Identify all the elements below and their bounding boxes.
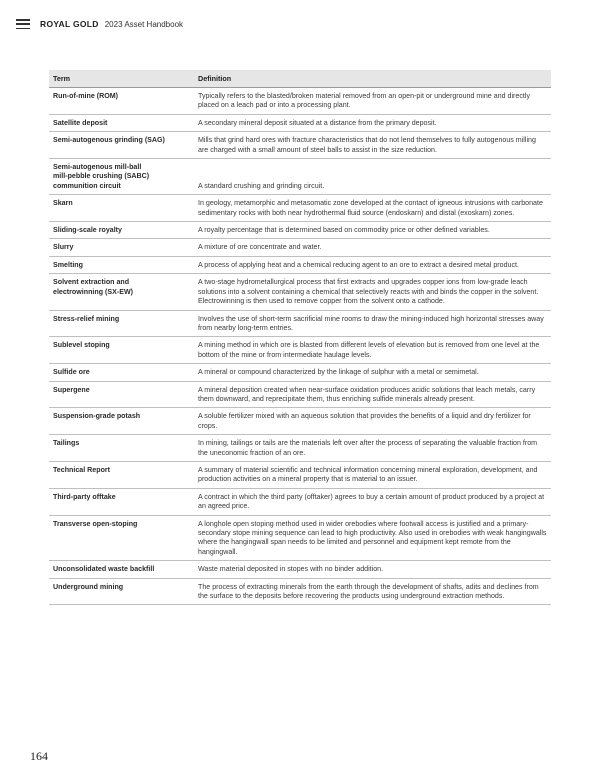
table-row [49, 88, 551, 115]
table-row [49, 257, 551, 274]
definition-cell: A process of applying heat and a chemical reducing agent to an ore to extract a desired metal product. [198, 260, 519, 269]
term-cell: Semi-autogenous grinding (SAG) [53, 136, 165, 145]
definition-cell: A summary of material scientific and technical information concerning mineral exploration, development, and production activities on a mineral property that is material to an issuer. [198, 465, 538, 484]
term-cell: Semi-autogenous mill-ball mill-pebble crushing (SABC) communition circuit [53, 163, 150, 190]
table-header [49, 70, 551, 88]
definition-cell: A mining method in which ore is blasted from different levels of elevation but is removed from one level at the bottom of the mine or from intermediate haulage levels. [198, 341, 540, 359]
term-cell: Smelting [53, 260, 83, 269]
definition-cell: A mineral deposition created when near-surface oxidation produces acidic solutions that leach metals, carry them downward, and reprecipitate them, thus enriching sulfide minerals already present. [198, 385, 536, 403]
definition-cell: A mixture of ore concentrate and water. [198, 243, 322, 252]
definition-cell: A mineral or compound characterized by the linkage of sulphur with a metal or semimetal. [198, 368, 479, 377]
table-row [49, 159, 551, 195]
table-row [49, 435, 551, 462]
brand-name: ROYAL GOLD [40, 19, 99, 29]
column-header-definition: Definition [198, 74, 232, 83]
table-row [49, 274, 551, 310]
table-row [49, 239, 551, 256]
term-cell: Sliding-scale royalty [53, 226, 122, 235]
definition-cell: A secondary mineral deposit situated at a distance from the primary deposit. [198, 118, 437, 127]
term-cell: Slurry [53, 243, 74, 252]
table-row [49, 132, 551, 159]
term-cell: Satellite deposit [53, 118, 108, 127]
table-row [49, 579, 551, 606]
table-body [49, 88, 551, 605]
table-row [49, 408, 551, 435]
table-row [49, 115, 551, 132]
term-cell: Technical Report [53, 465, 111, 474]
definition-cell: Waste material deposited in stopes with no binder addition. [198, 565, 384, 574]
definition-cell: Involves the use of short-term sacrificial mine rooms to draw the mining-induced high horizontal stresses away from nearby long-term entries. [198, 314, 544, 332]
definition-cell: A two-stage hydrometallurgical process that first extracts and upgrades copper ions from low-grade leach solutions into a solvent containing a chemical that selectively reacts with and binds the copper in the solvent. Electrowinning is then used to remove copper from the solvent onto a cathode. [198, 278, 539, 306]
term-cell: Sulfide ore [53, 368, 90, 377]
table-row [49, 311, 551, 338]
page-number: 164 [30, 749, 48, 763]
document-title: 2023 Asset Handbook [104, 19, 184, 29]
table-row [49, 489, 551, 516]
table-row [49, 382, 551, 409]
term-cell: Unconsolidated waste backfill [53, 565, 155, 574]
table-row [49, 195, 551, 222]
table-row [49, 222, 551, 239]
definition-cell: Typically refers to the blasted/broken material removed from an open-pit or underground mine and directly placed on a leach pad or into a processing plant. [198, 92, 530, 110]
table-row [49, 516, 551, 562]
definition-cell: A royalty percentage that is determined based on commodity price or other defined variables. [198, 226, 490, 235]
table-row [49, 561, 551, 578]
term-cell: Transverse open-stoping [53, 519, 138, 528]
term-cell: Skarn [53, 199, 73, 208]
table-row [49, 337, 551, 364]
page-header [16, 14, 183, 34]
term-cell: Sublevel stoping [53, 341, 110, 350]
term-cell: Supergene [53, 385, 90, 394]
definition-cell: In geology, metamorphic and metasomatic zone developed at the contact of igneous intrusions with carbonate sedimentary rocks with both near hydrothermal fluid source (endoskarn) and distal (exoskarn) zones. [198, 199, 543, 217]
term-cell: Stress-relief mining [53, 314, 120, 323]
table-row [49, 462, 551, 489]
definition-cell: A contract in which the third party (offtaker) agrees to buy a certain amount of product produced by a project at an agreed price. [198, 492, 545, 511]
table-row [49, 364, 551, 381]
definition-cell: Mills that grind hard ores with fracture characteristics that do not lend themselves to fully autogenous milling are charged with a small amount of steel balls to assist in the size reduction. [198, 136, 536, 154]
definition-cell: The process of extracting minerals from the earth through the development of shafts, adits and declines from the surface to the deposits before recovering the products using underground extraction methods. [198, 582, 539, 601]
menu-icon[interactable] [16, 19, 30, 29]
glossary-table [49, 70, 551, 605]
term-cell: Suspension-grade potash [53, 412, 141, 421]
definition-cell: A longhole open stoping method used in wider orebodies where footwall access is justified and a primary-secondary stope mining sequence can lead to high productivity. Also used in orebodies with weak hangingwalls where the hangingwall span needs to be limited and personnel and equipment kept remote from the hangingwall. [198, 519, 547, 556]
term-cell: Third-party offtake [53, 492, 116, 501]
definition-cell: A soluble fertilizer mixed with an aqueous solution that provides the benefits of a liquid and dry fertilizer for crops. [198, 412, 531, 430]
definition-cell: In mining, tailings or tails are the materials left over after the process of separating the valuable fraction from the uneconomic fraction of an ore. [198, 439, 538, 457]
term-cell: Underground mining [53, 582, 124, 591]
definition-cell: A standard crushing and grinding circuit. [198, 181, 325, 190]
term-cell: Run-of-mine (ROM) [53, 92, 119, 100]
term-cell: Tailings [53, 439, 80, 448]
column-header-term: Term [53, 74, 71, 83]
term-cell: Solvent extraction and electrowinning (SX-EW) [53, 278, 134, 296]
